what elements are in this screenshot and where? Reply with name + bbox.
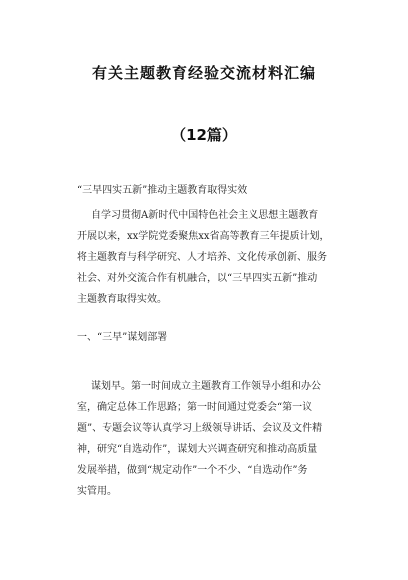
intro-line-2: 开展以来，xx学院党委聚焦xx省高等教育三年提质计划， [77, 231, 330, 242]
section-line-4: 神，研究“自选动作”，谋划大兴调查研究和推动高质量 [77, 444, 318, 455]
section-heading: 一、“三早”谋划部署 [77, 332, 168, 343]
lead-heading: “三早四实五新”推动主题教育取得实效 [77, 185, 248, 196]
section-line-6: 实管用。 [77, 486, 117, 497]
intro-line-4: 社会、对外交流合作有机融合，以“三早四实五新”推动 [77, 273, 318, 284]
intro-line-1: 自学习贯彻A新时代中国特色社会主义思想主题教育 [91, 210, 319, 221]
document-title: 有关主题教育经验交流材料汇编 [91, 64, 316, 82]
intro-line-3: 将主题教育与科学研究、人才培养、文化传承创新、服务 [77, 252, 327, 263]
intro-line-5: 主题教育取得实效。 [77, 294, 167, 305]
section-line-3: 题”、专题会议等认真学习上级领导讲话、会议及文件精 [77, 423, 323, 434]
section-line-5: 发展举措，做到“规定动作”一个不少、“自选动作”务 [77, 465, 308, 476]
document-subtitle: （12篇） [171, 126, 237, 144]
section-line-1: 谋划早。第一时间成立主题教育工作领导小组和办公 [91, 381, 321, 392]
section-line-2: 室，确定总体工作思路；第一时间通过党委会“第一议 [77, 402, 313, 413]
